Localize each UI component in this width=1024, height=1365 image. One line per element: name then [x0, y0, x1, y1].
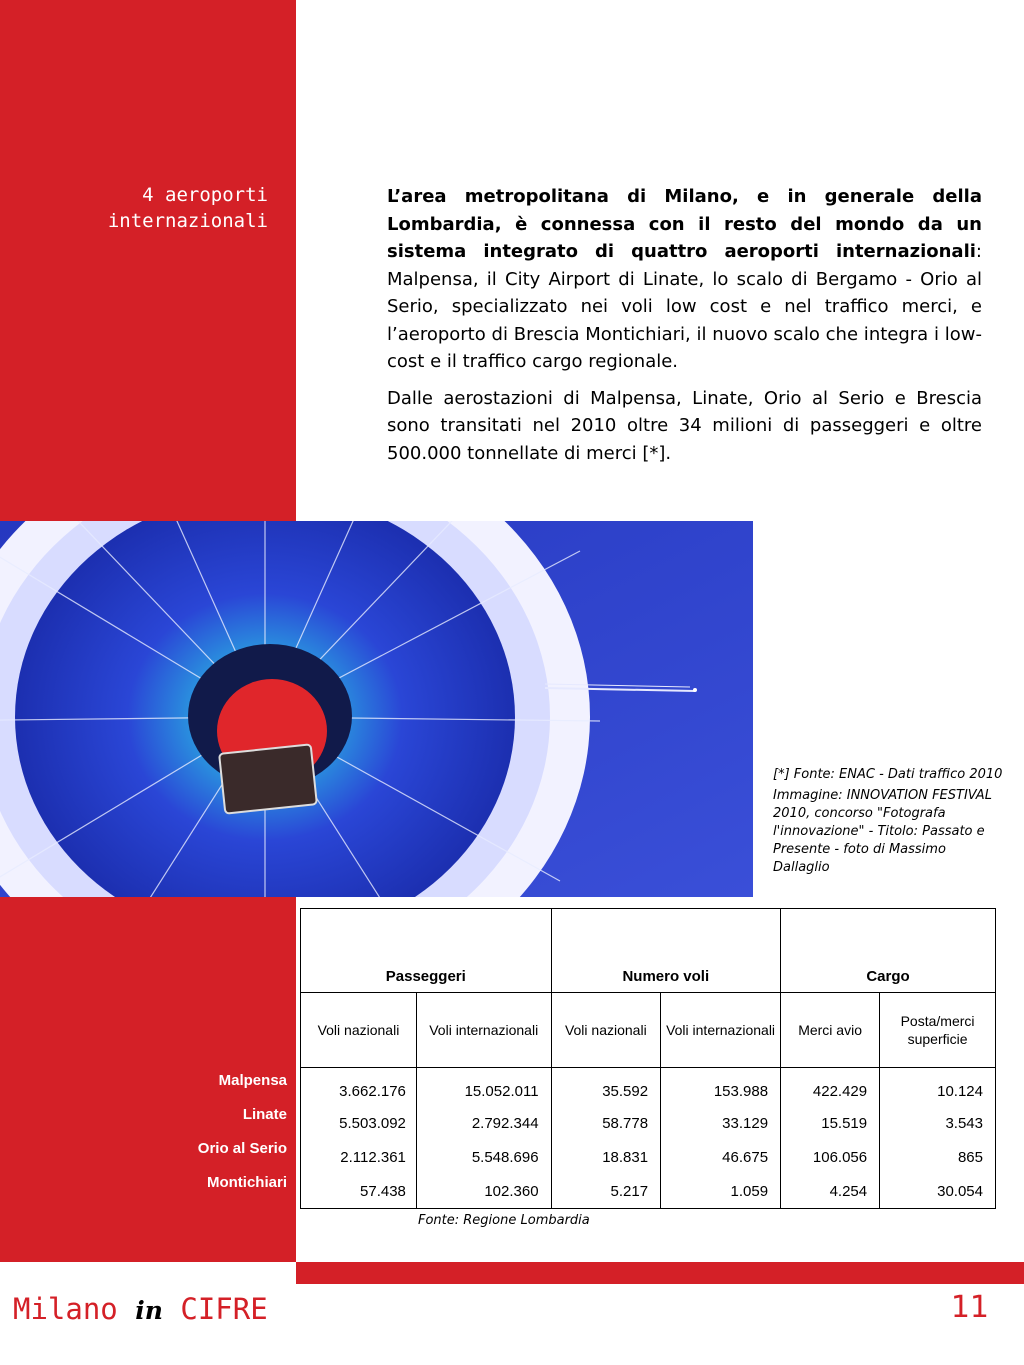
- cell: 46.675: [661, 1140, 781, 1174]
- brand-in: in: [135, 1296, 163, 1325]
- cell: 422.429: [781, 1068, 880, 1107]
- cell: 5.548.696: [416, 1140, 551, 1174]
- cell: 18.831: [551, 1140, 661, 1174]
- page-number: 11: [950, 1290, 989, 1325]
- group-passeggeri: Passeggeri: [301, 909, 552, 993]
- section-title-line2: internazionali: [107, 210, 268, 232]
- cell: 5.217: [551, 1174, 661, 1209]
- cell: 865: [880, 1140, 996, 1174]
- table-row: [301, 1068, 996, 1107]
- cell: 2.792.344: [416, 1106, 551, 1140]
- balloon-illustration: [0, 521, 753, 897]
- row-label-linate: Linate: [242, 1106, 287, 1123]
- cell: 15.052.011: [416, 1068, 551, 1107]
- cell: 57.438: [301, 1174, 417, 1209]
- footer-brand: [13, 1292, 268, 1326]
- group-numero-voli: Numero voli: [551, 909, 781, 993]
- airport-traffic-table: [300, 908, 996, 1209]
- row-label-orio-al-serio: Orio al Serio: [197, 1140, 287, 1157]
- cell: 3.543: [880, 1106, 996, 1140]
- subheader: Voli internazionali: [661, 993, 781, 1068]
- section-title-line1: 4 aeroporti: [142, 184, 268, 206]
- cell: 106.056: [781, 1140, 880, 1174]
- subheader: Voli nazionali: [301, 993, 417, 1068]
- cell: 102.360: [416, 1174, 551, 1209]
- cell: 15.519: [781, 1106, 880, 1140]
- cell: 3.662.176: [301, 1068, 417, 1107]
- cell: 35.592: [551, 1068, 661, 1107]
- intro-bold-lead: L’area metropolitana di Milano, e in generale della Lombardia, è connessa con il resto del mondo da un sistema integrato di quattro aeroporti internazionali: [387, 186, 982, 262]
- intro-paragraph-2: Dalle aerostazioni di Malpensa, Linate, Orio al Serio e Brescia sono transitati nel 2010 oltre 34 milioni di passeggeri e oltre 500.000 tonnellate di merci [*].: [387, 387, 982, 464]
- cell: 58.778: [551, 1106, 661, 1140]
- group-cargo: Cargo: [781, 909, 996, 993]
- row-label-malpensa: Malpensa: [218, 1072, 287, 1089]
- intro-text: [387, 183, 982, 476]
- left-red-panel-top: [0, 0, 296, 522]
- cell: 1.059: [661, 1174, 781, 1209]
- footer-red-bar: [296, 1262, 1024, 1284]
- row-label-montichiari: Montichiari: [206, 1174, 287, 1191]
- cell: 10.124: [880, 1068, 996, 1107]
- cell: 30.054: [880, 1174, 996, 1209]
- cell: 2.112.361: [301, 1140, 417, 1174]
- table-sub-header: [301, 993, 996, 1068]
- subheader: Merci avio: [781, 993, 880, 1068]
- brand-cifre: CIFRE: [162, 1292, 268, 1326]
- subheader: Voli nazionali: [551, 993, 661, 1068]
- airport-row-labels: [0, 1064, 287, 1200]
- cell: 4.254: [781, 1174, 880, 1209]
- intro-rest: : Malpensa, il City Airport di Linate, lo scalo di Bergamo - Orio al Serio, specializzato nei voli low cost e nel traffico merci, e l’aeroporto di Brescia Montichiari, il nuovo scalo che integra i low-cost e il traffico cargo regionale.: [387, 241, 982, 372]
- section-title: [8, 182, 268, 234]
- balloon-photo: [0, 521, 753, 897]
- table-group-header: [301, 909, 996, 993]
- brand-milano: Milano: [13, 1292, 136, 1326]
- cell: 5.503.092: [301, 1106, 417, 1140]
- cell: 33.129: [661, 1106, 781, 1140]
- intro-paragraph-1: [387, 183, 982, 376]
- image-caption: [773, 766, 1003, 880]
- subheader: Voli internazionali: [416, 993, 551, 1068]
- table-row: [301, 1140, 996, 1174]
- caption-image-credit: Immagine: INNOVATION FESTIVAL 2010, concorso "Fotografa l'innovazione" - Titolo: Passato e Presente - foto di Massimo Dallaglio: [773, 788, 992, 875]
- cell: 153.988: [661, 1068, 781, 1107]
- caption-source: [*] Fonte: ENAC - Dati traffico 2010: [773, 767, 1003, 782]
- subheader: Posta/merci superficie: [880, 993, 996, 1068]
- table-source: Fonte: Regione Lombardia: [418, 1213, 590, 1228]
- table-row: [301, 1174, 996, 1209]
- table-row: [301, 1106, 996, 1140]
